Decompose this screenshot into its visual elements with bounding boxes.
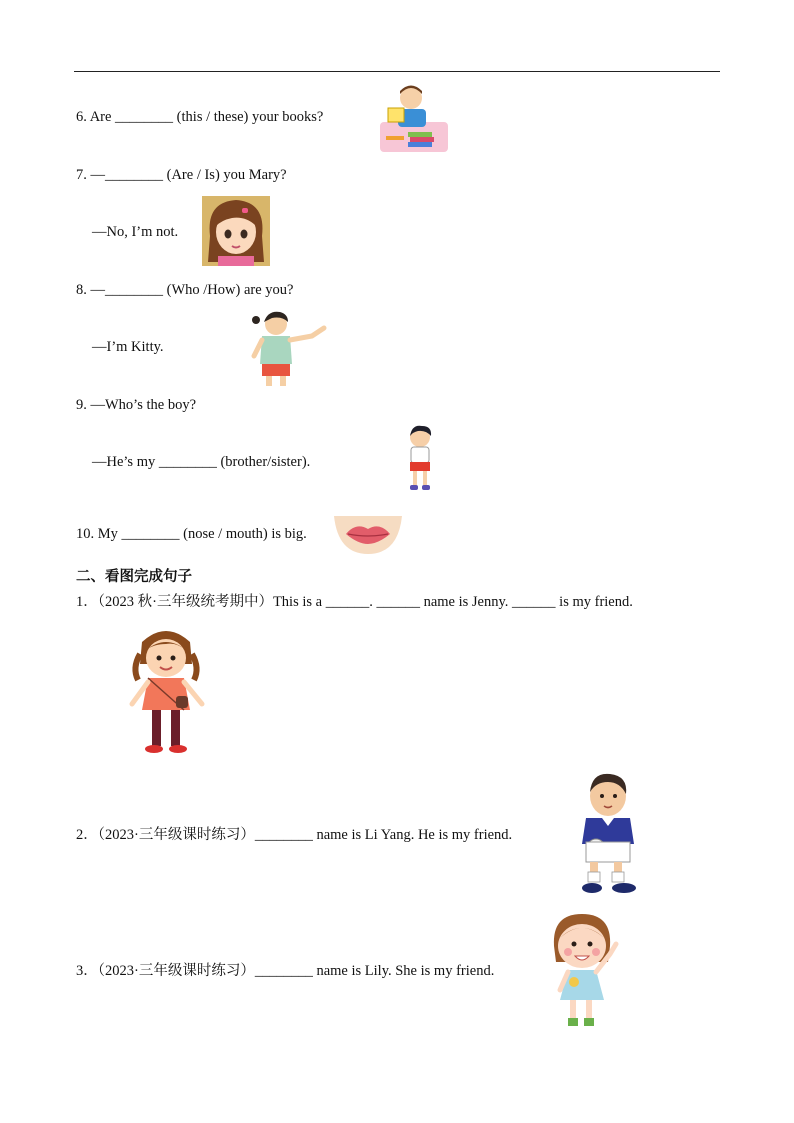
section-2-item-1: 1．（2023 秋·三年级统考期中）This is a ______. ______ name is Jenny. ______ is my friend. bbox=[76, 594, 633, 610]
small-boy-illustration bbox=[400, 424, 440, 494]
header-rule bbox=[74, 71, 720, 72]
question-9-answer: —He’s my ________ (brother/sister). bbox=[92, 454, 311, 470]
section-2-item-2: 2．（2023·三年级课时练习）________ name is Li Yang. He is my friend. bbox=[76, 827, 513, 843]
girl-face-illustration bbox=[202, 196, 270, 266]
lips-illustration bbox=[332, 510, 404, 556]
girl-waving-illustration bbox=[246, 306, 330, 388]
question-8: 8. —________ (Who /How) are you? bbox=[76, 282, 294, 298]
section-2-heading: 二、看图完成句子 bbox=[76, 569, 192, 585]
girl-lily-illustration bbox=[548, 910, 624, 1030]
question-6: 6. Are ________ (this / these) your books? bbox=[76, 109, 324, 125]
girl-jenny-illustration bbox=[120, 624, 212, 756]
question-8-answer: —I’m Kitty. bbox=[92, 339, 164, 355]
question-10: 10. My ________ (nose / mouth) is big. bbox=[76, 526, 307, 542]
boy-reading-books-illustration bbox=[378, 82, 450, 154]
question-9: 9. —Who’s the boy? bbox=[76, 397, 197, 413]
section-2-item-3: 3．（2023·三年级课时练习）________ name is Lily. She is my friend. bbox=[76, 963, 495, 979]
question-7: 7. —________ (Are / Is) you Mary? bbox=[76, 167, 287, 183]
question-7-answer: —No, I’m not. bbox=[92, 224, 179, 240]
boy-li-yang-illustration bbox=[572, 772, 646, 898]
